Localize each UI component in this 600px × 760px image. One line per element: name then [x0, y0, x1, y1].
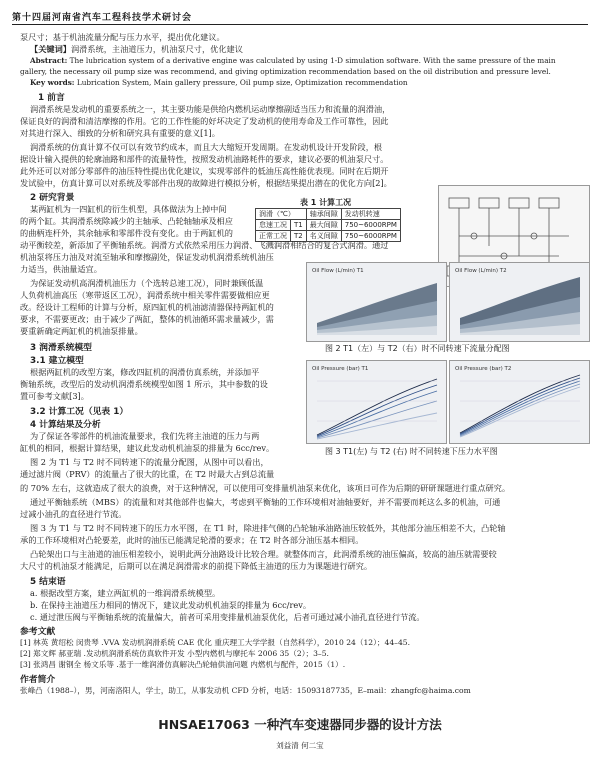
table-header-cell: 发动机转速: [341, 209, 400, 220]
keywords-cn-text: 润滑系统，主油道压力，机油泵尺寸，优化建议: [70, 44, 243, 54]
section-heading-3-2: 3.2 计算工况（见表 1）: [30, 407, 129, 417]
figure-2-right-flow-chart: [449, 262, 590, 342]
figure-2-caption: 图 2 T1（左）与 T2（右）时不同转速下流量分配图: [325, 344, 510, 353]
next-paper-authors: 刘益清 何二宝: [276, 741, 324, 750]
section-heading-4: 4 计算结果及分析: [30, 420, 101, 430]
flow-chart-t1: [307, 263, 446, 341]
table-header-cell: 润滑（℃）: [256, 209, 307, 220]
abstract-en-label: Abstract:: [30, 56, 68, 65]
paragraph-line: 据设计输入提供的轮廓油路和部件的流量特性，按照发动机油路耗件的要求，建议必要的机油泵尺寸。: [20, 154, 389, 164]
paragraph-line: 保证良好的润滑和清洁摩擦的作用。它的工作性能的好坏决定了发动机的使用寿命及工作可靠性，因此: [20, 116, 389, 126]
pressure-chart-t2: [450, 361, 589, 443]
reference-item: [3] 张鸿昌 谢钢全 杨文乐等 .基于一维润滑仿真解决凸轮轴供油问题 内燃机与配件，2015（1）.: [20, 660, 346, 669]
paragraph-line: 的曲柄连杆外，其余轴承和零部件没有变化。由于两缸机的: [20, 228, 233, 238]
paragraph-line: 力适当，供油量适宜。: [20, 264, 102, 274]
keywords-en-text: Lubrication System, Main gallery pressure, Oil pump size, Optimization recommendation: [76, 78, 408, 87]
paragraph-line: 凸轮架出口与主油道的油压相差较小，说明此两分油路设计比较合理。就整体而言，此润滑系统的油压偏高，较高的油压就需要较: [30, 549, 497, 559]
table-cell: 最大间隙: [306, 220, 341, 231]
keywords-cn: [30, 43, 580, 55]
header-rule: [12, 24, 588, 25]
paragraph-line: 为保证发动机高润滑机油压力（个选转总速工况），同时兼顾低温: [30, 278, 264, 288]
section-heading-2: 2 研究背景: [30, 193, 75, 203]
paragraph-line: 润滑系统是发动机的重要系统之一，其主要功能是供给内燃机运动摩擦副适当压力和流量的润滑油，: [30, 104, 391, 114]
figure-2-left-flow-chart: [306, 262, 447, 342]
figure-3-caption: 图 3 T1(左) 与 T2 (右) 时不同转速下压力水平图: [325, 447, 498, 456]
next-paper-title: HNSAE17063 一种汽车变速器同步器的设计方法: [158, 717, 442, 732]
table-cell: 750~6000RPM: [341, 231, 400, 242]
keywords-en-label: Key words:: [30, 78, 75, 87]
table-1: [255, 208, 401, 242]
chart-title: Oil Pressure (bar) T2: [455, 366, 512, 372]
chart-title: Oil Pressure (bar) T1: [312, 366, 369, 372]
paragraph-line: 对其进行深入、细致的分析和研究具有重要的意义[1]。: [20, 128, 220, 138]
references-heading: 参考文献: [20, 627, 56, 637]
paragraph-line: 衡轴系统，改型后的发动机润滑系统模型如图 1 所示，其中参数的设: [20, 379, 268, 389]
paragraph-line: 人负荷机油高压（寒带返区工况），润滑系统中相关零件需要做相应更: [20, 290, 270, 300]
section-heading-5: 5 结束语: [30, 577, 66, 587]
abstract-en-line-2: gallery, the necessary oil pump size was recommend, and giving optimization recommendation based on the oil distribution and pressure level.: [20, 67, 551, 76]
table-row: [256, 220, 401, 231]
paragraph-line: 发试验中，仿真计算可以对系统及零部件出现的故障进行模拟分析，根据结果提出潜在的优化方向[2]。: [20, 178, 392, 188]
reference-item: [2] 郑文辉 郝亚瑞 .发动机润滑系统仿真软件开发 小型内燃机与摩托车 2006 35（2）；3–5.: [20, 649, 329, 658]
pressure-chart-t1: [307, 361, 446, 443]
figure-3-left-pressure-chart: [306, 360, 447, 444]
section-heading-3-1: 3.1 建立模型: [30, 356, 84, 366]
paragraph-line: 过减小油孔的直径进行节流。: [20, 509, 127, 519]
paragraph-line: 缸机的相同，根据计算结果，建议此发动机机油泵的排量为 6cc/rev。: [20, 443, 275, 453]
table-cell: 750~6000RPM: [341, 220, 400, 231]
abstract-cn-line: 泵尺寸；基于机油流量分配与压力水平，提出优化建议。: [20, 32, 225, 42]
table-cell: T2: [291, 231, 307, 242]
paragraph-line: 要重新确定两缸机的机油泵排量。: [20, 326, 143, 336]
paragraph-line: 为了保证各零部件的机油流量要求，我们先将主油道的压力与两: [30, 431, 260, 441]
table-1-caption: 表 1 计算工况: [300, 198, 352, 207]
paragraph-line: 机油泵将压力油及对流至轴承和摩擦副处，保证发动机润滑系统机油压: [20, 252, 274, 262]
paragraph-line: 某两缸机为一四缸机的衍生机型，具体做法为上掉中间: [30, 204, 227, 214]
table-cell: 怠速工况: [256, 220, 291, 231]
section-heading-3: 3 润滑系统模型: [30, 343, 92, 353]
paragraph-line: 大尺寸的机油泵才能满足，后期可以在满足润滑需求的前提下降低主油道的压力为课题进行研究。: [20, 561, 373, 571]
paragraph-line: 改。经设计工程师的计算与分析，原四缸机的机油滤清器保持两缸机的: [20, 302, 274, 312]
conclusion-item: c. 通过泄压阀与平衡轴系统的流量偏大，前者可采用变排量机油泵优化，后者可通过减小油孔直径进行节流。: [30, 612, 425, 622]
paragraph-line: 图 3 为 T1 与 T2 时不同转速下的压力水平图，在 T1 时，除进排气侧的凸轮轴承油路油压较低外，其他部分油压相差不大，凸轮轴: [30, 523, 506, 533]
paragraph-line: 的两个缸。其润滑系统除减少的主轴承、凸轮轴轴承及相应: [20, 216, 233, 226]
paragraph-line: 承的工作环境相对凸轮要差，此时的油压已能满足轮滑的要求；在 T2 时各部分油压基本相同。: [20, 535, 364, 545]
table-header-cell: 轴承间隙: [306, 209, 341, 220]
paragraph-line: 根据两缸机的改型方案，修改四缸机的润滑仿真系统，并添加平: [30, 367, 260, 377]
chart-title: Oil Flow (L/min) T1: [312, 268, 364, 274]
author-heading: 作者简介: [20, 675, 56, 685]
flow-chart-t2: [450, 263, 589, 341]
table-cell: T1: [291, 220, 307, 231]
keywords-cn-label: 【关键词】: [30, 44, 71, 54]
paragraph-line: 要求，不需要更改；由于减少了两缸，整体的机油循环需求量减少，需: [20, 314, 274, 324]
paragraph-line: 润滑系统的仿真计算不仅可以有效节约成本，而且大大缩短开发周期。在发动机设计开发阶段，根: [30, 142, 383, 152]
table-header-row: [256, 209, 401, 220]
figure-3-right-pressure-chart: [449, 360, 590, 444]
section-heading-1: 1 前言: [38, 93, 65, 103]
keywords-en: [30, 77, 590, 89]
paragraph-line: 动平衡较差，新添加了平衡轴系统。润滑方式依然采用压力润滑、飞溅润滑相结合的复合式润滑。通过: [20, 240, 389, 250]
paragraph-line: 图 2 为 T1 与 T2 时不同转速下的流量分配图，从图中可以看出，: [30, 457, 269, 467]
table-cell: 名义间隙: [306, 231, 341, 242]
abstract-en-text-1: The lubrication system of a derivative engine was calculated by using 1-D simulation software. With the same pressure of the main: [69, 56, 556, 65]
table-cell: 正常工况: [256, 231, 291, 242]
conclusion-item: a. 根据改型方案，建立两缸机的一维润滑系统模型。: [30, 588, 221, 598]
reference-item: [1] 林英 黄绍松 闵贵琴 .VVA 发动机润滑系统 CAE 优化 重庆理工大学学报（自然科学），2010 24（12）；44–45.: [20, 638, 411, 647]
conclusion-item: b. 在保持主油道压力相同的情况下，建议此发动机机油泵的排量为 6cc/rev。: [30, 600, 312, 610]
journal-header: 第十四届河南省汽车工程科技学术研讨会: [12, 13, 193, 23]
chart-title: Oil Flow (L/min) T2: [455, 268, 507, 274]
paragraph-line: 通过平衡轴系统（MBS）的流量和对其他部件也偏大，考虑到平衡轴的工作环境相对油轴要好，并不需要而耗这么多的机油，可通: [30, 497, 501, 507]
paragraph-line: 置可参考文献[3]。: [20, 391, 89, 401]
paragraph-line: 此外还可以对部分零部件的油压特性提出优化建议，实现零部件的低油压高性能优表现。同时在后期开: [20, 166, 389, 176]
paragraph-line: 通过滤片阀（PRV）的流量占了很大的比重，在 T2 时最大占到总流量: [20, 469, 275, 479]
author-bio: 张峰凸（1988–），男，河南洛阳人，学士，助工，从事发动机 CFD 分析，电话：15093187735，E–mail：zhangfc@haima.com: [20, 686, 471, 695]
paragraph-line: 的 70% 左右，这就造成了很大的浪费，对于这种情况，可以使用可变排量机油泵来优化，该项日可作为后期的研研课题进行重点研究。: [20, 483, 511, 493]
